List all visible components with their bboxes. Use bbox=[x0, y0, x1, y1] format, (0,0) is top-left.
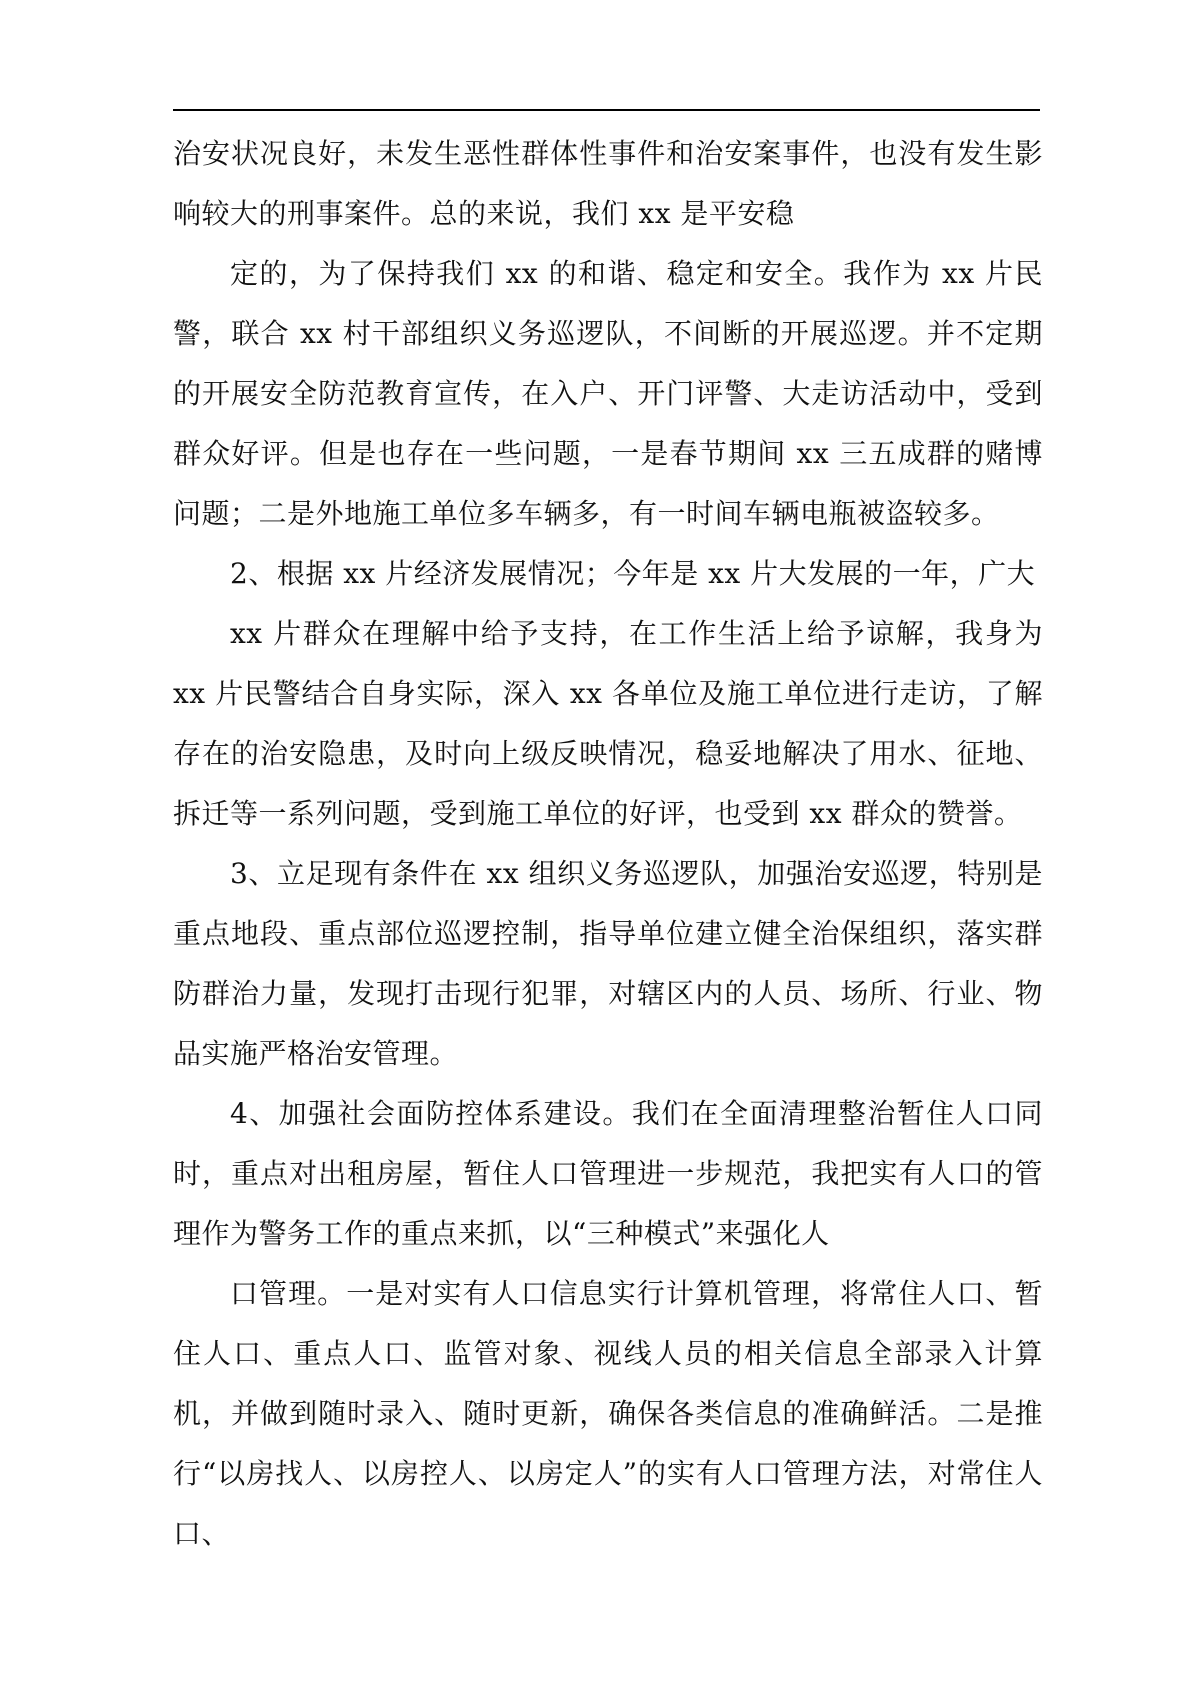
paragraph-2: 定的，为了保持我们 xx 的和谐、稳定和安全。我作为 xx 片民警，联合 xx 村干部组织义务巡逻队，不间断的开展巡逻。并不定期的开展安全防范教育宣传，在入户、开门评警、大走访活动中，受到群众好评。但是也存在一些问题，一是春节期间 xx 三五成群的赌博问题；二是外地施工单位多车辆多，有一时间车辆电瓶被盗较多。 bbox=[173, 257, 1043, 530]
paragraph-5: 3、立足现有条件在 xx 组织义务巡逻队，加强治安巡逻，特别是重点地段、重点部位巡逻控制，指导单位建立健全治保组织，落实群防群治力量，发现打击现行犯罪，对辖区内的人员、场所、行业、物品实施严格治安管理。 bbox=[173, 857, 1043, 1070]
document-body bbox=[173, 124, 1043, 1564]
paragraph-6: 4、加强社会面防控体系建设。我们在全面清理整治暂住人口同时，重点对出租房屋，暂住人口管理进一步规范，我把实有人口的管理作为警务工作的重点来抓，以“三种模式”来强化人 bbox=[173, 1097, 1043, 1250]
header-rule bbox=[173, 109, 1040, 111]
paragraph-3: 2、根据 xx 片经济发展情况；今年是 xx 片大发展的一年，广大 bbox=[230, 557, 1036, 590]
paragraph-1: 治安状况良好，未发生恶性群体性事件和治安案事件，也没有发生影响较大的刑事案件。总的来说，我们 xx 是平安稳 bbox=[173, 137, 1043, 230]
paragraph-7: 口管理。一是对实有人口信息实行计算机管理，将常住人口、暂住人口、重点人口、监管对象、视线人员的相关信息全部录入计算机，并做到随时录入、随时更新，确保各类信息的准确鲜活。二是推行“以房找人、以房控人、以房定人”的实有人口管理方法，对常住人口、 bbox=[173, 1277, 1043, 1550]
paragraph-4: xx 片群众在理解中给予支持，在工作生活上给予谅解，我身为 xx 片民警结合自身实际，深入 xx 各单位及施工单位进行走访，了解存在的治安隐患，及时向上级反映情况，稳妥地解决了用水、征地、拆迁等一系列问题，受到施工单位的好评，也受到 xx 群众的赞誉。 bbox=[173, 617, 1043, 830]
